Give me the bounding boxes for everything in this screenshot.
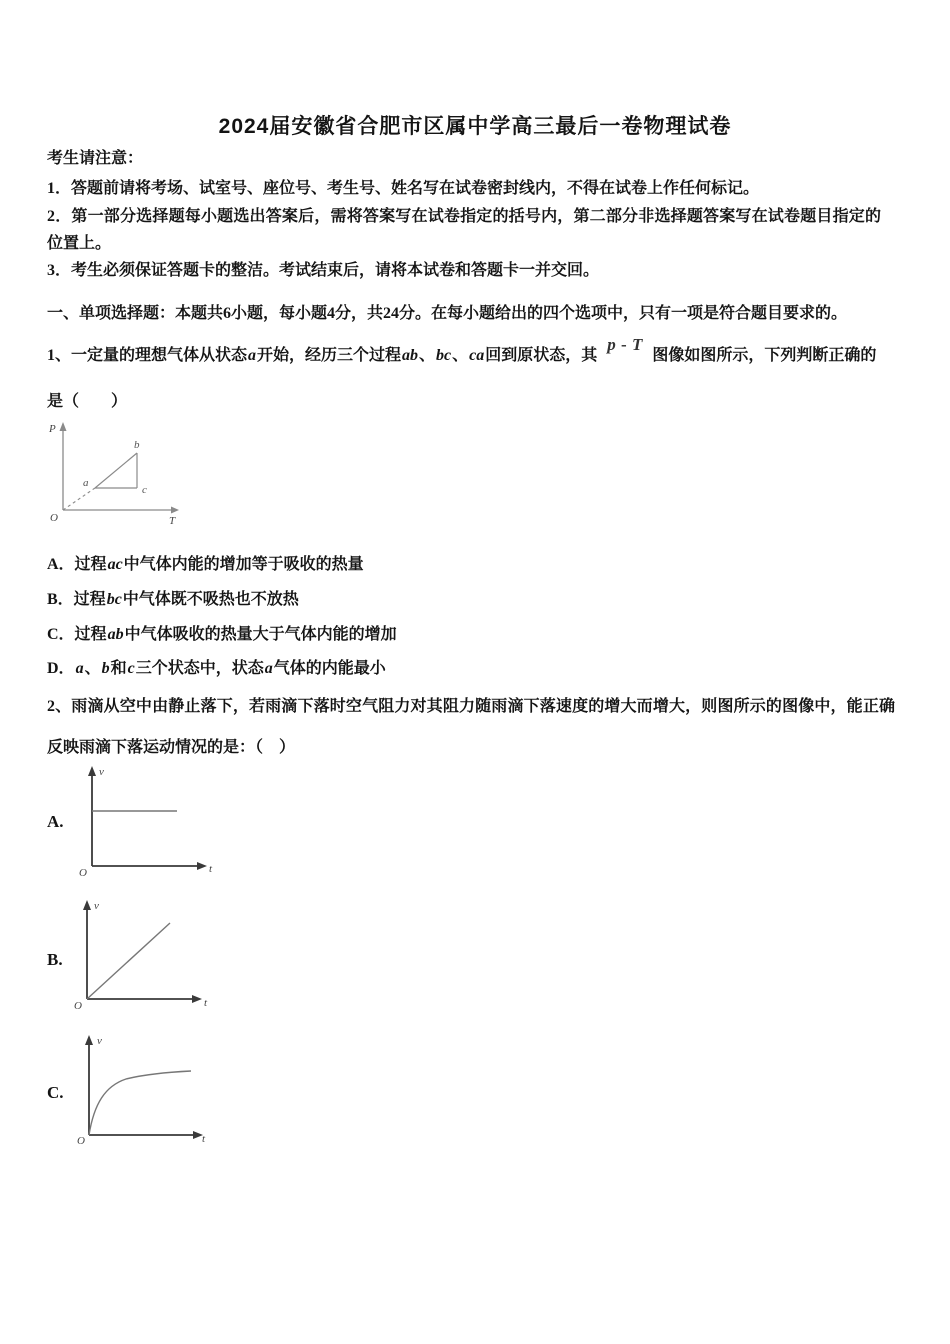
point-c-label: c	[142, 484, 147, 496]
q2-option-c-figure	[71, 1032, 221, 1147]
q1-choice-b: B．过程bc中气体既不吸热也不放热	[47, 591, 299, 608]
terminal-velocity-curve	[89, 1071, 191, 1135]
v-axis-label: v	[97, 1035, 102, 1047]
p-axis-arrow-icon	[60, 422, 67, 431]
p-axis-label: P	[49, 423, 56, 435]
page-title: 2024届安徽省合肥市区属中学高三最后一卷物理试卷	[218, 115, 732, 138]
question-1-stem-post: 图像如图所示，下列判断正确的	[652, 347, 877, 364]
v-axis-arrow-icon	[83, 900, 91, 910]
v-axis-label: v	[94, 900, 99, 912]
q1-choice-c: C．过程ab中气体吸收的热量大于气体内能的增加	[47, 626, 397, 643]
q1-pt-diagram-figure	[45, 420, 205, 532]
notice-item-2: 2．第一部分选择题每小题选出答案后，需将答案写在试卷指定的括号内，第二部分非选择题答案写在试卷题目指定的位置上。	[47, 208, 881, 252]
notice-item-3: 3．考生必须保证答题卡的整洁。考试结束后，请将本试卷和答题卡一并交回。	[47, 262, 600, 279]
t-axis-label: t	[209, 863, 213, 875]
origin-label: O	[50, 512, 58, 524]
q2-option-a-letter: A.	[47, 812, 64, 831]
origin-label: O	[79, 867, 87, 879]
t-axis-arrow-icon	[171, 507, 179, 514]
q1-choice-a: A．过程ac中气体内能的增加等于吸收的热量	[47, 556, 364, 573]
question-2-stem: 2、雨滴从空中由静止落下，若雨滴下落时空气阻力对其阻力随雨滴下落速度的增大而增大，则图所示的图像中，能正确反映雨滴下落运动情况的是：（ ）	[47, 698, 895, 756]
question-1-stem	[47, 335, 927, 369]
t-axis-label: T	[169, 515, 176, 527]
t-axis-arrow-icon	[192, 995, 202, 1003]
origin-label: O	[74, 1000, 82, 1012]
t-axis-label: t	[204, 997, 208, 1009]
origin-label: O	[77, 1135, 85, 1147]
q2-option-b-letter: B.	[47, 950, 63, 969]
v-axis-arrow-icon	[88, 766, 96, 776]
v-axis-arrow-icon	[85, 1035, 93, 1045]
question-1-stem-pre: 1、一定量的理想气体从状态a开始，经历三个过程ab、bc、ca回到原状态，其	[47, 347, 598, 364]
q2-option-b-figure	[68, 896, 218, 1014]
point-a-label: a	[83, 477, 89, 489]
point-b-label: b	[134, 439, 140, 451]
process-ab-line	[95, 453, 137, 488]
q1-choice-d: D．a、b和c三个状态中，状态a气体的内能最小	[47, 660, 386, 677]
v-axis-label: v	[99, 766, 104, 778]
t-axis-arrow-icon	[197, 862, 207, 870]
dashed-extrapolation-line	[63, 488, 95, 510]
notice-item-1: 1．答题前请将考场、试室号、座位号、考生号、姓名写在试卷密封线内，不得在试卷上作任何标记。	[47, 180, 760, 197]
notice-heading: 考生请注意：	[47, 150, 144, 167]
uniform-acceleration-line	[87, 923, 170, 999]
p-t-formula: p - T	[607, 335, 643, 354]
q2-option-a-figure	[72, 762, 222, 880]
q2-option-c-letter: C.	[47, 1083, 64, 1102]
question-1-answer-blank: 是（ ）	[47, 393, 128, 410]
t-axis-label: t	[202, 1133, 206, 1145]
section-1-heading: 一、单项选择题：本题共6小题，每小题4分，共24分。在每小题给出的四个选项中，只有一项是符合题目要求的。	[47, 305, 848, 322]
